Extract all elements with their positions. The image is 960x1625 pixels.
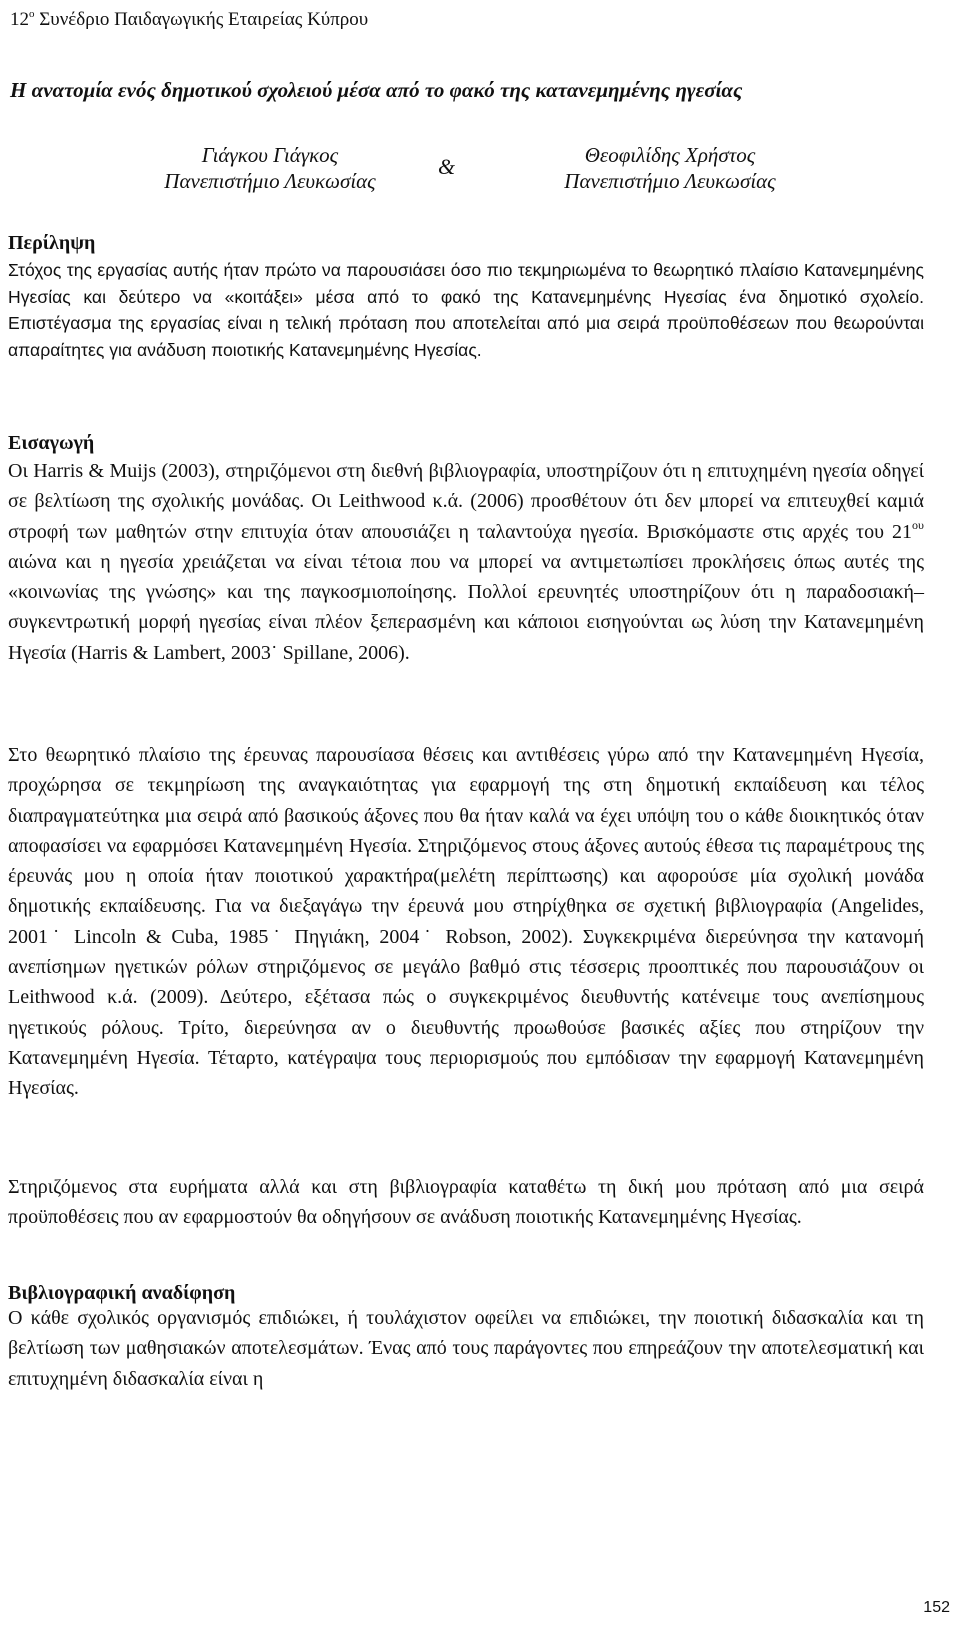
author-2-name: Θεοφιλίδης Χρήστος	[584, 143, 756, 167]
conference-superscript: ο	[29, 8, 35, 20]
literature-paragraph-1: Ο κάθε σχολικός οργανισμός επιδιώκει, ή τουλάχιστον οφείλει να επιδιώκει, την ποιοτική διδασκαλία και τη βελτίωση των μαθησιακών αποτελεσμάτων. Ένας από τους παράγοντες που επηρεάζουν την αποτελεσματική και επιτυχημένη διδασκαλία είναι η	[8, 1307, 924, 1390]
abstract-heading: Περίληψη	[8, 232, 96, 254]
introduction-paragraph-1	[8, 456, 924, 668]
page-number: 152	[923, 1599, 950, 1616]
conference-number: 12	[10, 9, 29, 30]
author-1	[140, 142, 400, 194]
author-block	[0, 142, 960, 202]
introduction-paragraph-2: Στο θεωρητικό πλαίσιο της έρευνας παρουσίασα θέσεις και αντιθέσεις γύρω από την Κατανεμημένη Ηγεσία, προχώρησα σε τεκμηρίωση της αναγκαιότητας για εφαρμογή της στη δημοτική εκπαίδευση και τέλος διαπραγματεύτηκα μια σειρά από βασικούς άξονες που θα ήταν καλά να έχει υπόψη του ο κάθε διοικητικός όταν αποφασίσει να εφαρμόσει Κατανεμημένη Ηγεσία. Στηριζόμενος στους άξονες αυτούς έθεσα τις παραμέτρους της έρευνάς μου η οποία ήταν ποιοτικού χαρακτήρα(μελέτη περίπτωσης) και αφορούσε μία σχολική μονάδα δημοτικής εκπαίδευσης. Για να διεξαγάγω την έρευνά μου στηρίχθηκα σε σχετική βιβλιογραφία (Angelides, 2001˙ Lincoln & Cuba, 1985˙ Πηγιάκη, 2004˙ Robson, 2002). Συγκεκριμένα διερεύνησα την κατανομή ανεπίσημων ηγετικών ρόλων στηριζόμενος σε μεγάλο βαθμό στις τέσσερις προοπτικές που παρουσιάζουν οι Leithwood κ.ά. (2009). Δεύτερο, εξέτασα πώς ο συγκεκριμένος διευθυντής κατένειμε τους ανεπίσημους ηγετικούς ρόλους. Τρίτο, διερεύνησα αν ο διευθυντής προωθούσε βασικές αξίες που στηρίζουν την Κατανεμημένη Ηγεσία. Τέταρτο, κατέγραψα τους περιορισμούς που εμπόδισαν την εφαρμογή Κατανεμημένη Ηγεσίας.	[8, 744, 924, 1100]
conference-name: Συνέδριο Παιδαγωγικής Εταιρείας Κύπρου	[34, 9, 369, 30]
introduction-paragraph-1-part-b: αιώνα και η ηγεσία χρειάζεται να είναι τέτοια που να μπορεί να αντιμετωπίσει προκλήσεις όπως αυτές της «κοινωνίας της γνώσης» και της παγκοσμιοποίησης. Πολλοί ερευνητές υποστηρίζουν ότι η παραδοσιακή–συγκεντρωτική μορφή ηγεσίας είναι πλέον ξεπερασμένη και κάποιοι εισηγούνται ως λύση την Κατανεμημένη Ηγεσία (Harris & Lambert, 2003˙ Spillane, 2006).	[8, 550, 924, 664]
author-1-name: Γιάγκου Γιάγκος	[201, 143, 339, 167]
introduction-heading: Εισαγωγή	[8, 432, 95, 454]
author-1-affiliation: Πανεπιστήμιο Λευκωσίας	[164, 169, 376, 193]
author-2	[520, 142, 820, 194]
century-superscript: ου	[912, 517, 924, 532]
author-2-affiliation: Πανεπιστήμιο Λευκωσίας	[564, 169, 776, 193]
abstract-text: Στόχος της εργασίας αυτής ήταν πρώτο να παρουσιάσει όσο πιο τεκμηριωμένα το θεωρητικό πλαίσιο Κατανεμημένης Ηγεσίας και δεύτερο να «κοιτάξει» μέσα από το φακό της Κατανεμημένης Ηγεσίας ένα δημοτικό σχολείο. Επιστέγασμα της εργασίας είναι η τελική πρόταση που αποτελείται από μια σειρά προϋποθέσεων που θεωρούνται απαραίτητες για ανάδυση ποιοτικής Κατανεμημένης Ηγεσίας.	[8, 260, 924, 360]
author-separator: &	[438, 154, 456, 179]
introduction-paragraph-3: Στηριζόμενος στα ευρήματα αλλά και στη βιβλιογραφία καταθέτω τη δική μου πρόταση από μια σειρά προϋποθέσεις που αν εφαρμοστούν θα οδηγήσουν σε ανάδυση ποιοτικής Κατανεμημένης Ηγεσίας.	[8, 1176, 924, 1229]
paper-title: Η ανατομία ενός δημοτικού σχολειού μέσα από το φακό της κατανεμημένης ηγεσίας	[10, 78, 743, 102]
introduction-paragraph-1-part-a: Οι Harris & Muijs (2003), στηριζόμενοι στη διεθνή βιβλιογραφία, υποστηρίζουν ότι η επιτυχημένη ηγεσία οδηγεί σε βελτίωση της σχολικής μονάδας. Οι Leithwood κ.ά. (2006) προσθέτουν ότι δεν μπορεί να επιτευχθεί καμιά στροφή των μαθητών στην επιτυχία όταν απουσιάζει η ταλαντούχα ηγεσία. Βρισκόμαστε στις αρχές του 21	[8, 460, 924, 543]
conference-header	[10, 2, 368, 32]
literature-heading: Βιβλιογραφική αναδίφηση	[8, 1282, 236, 1304]
